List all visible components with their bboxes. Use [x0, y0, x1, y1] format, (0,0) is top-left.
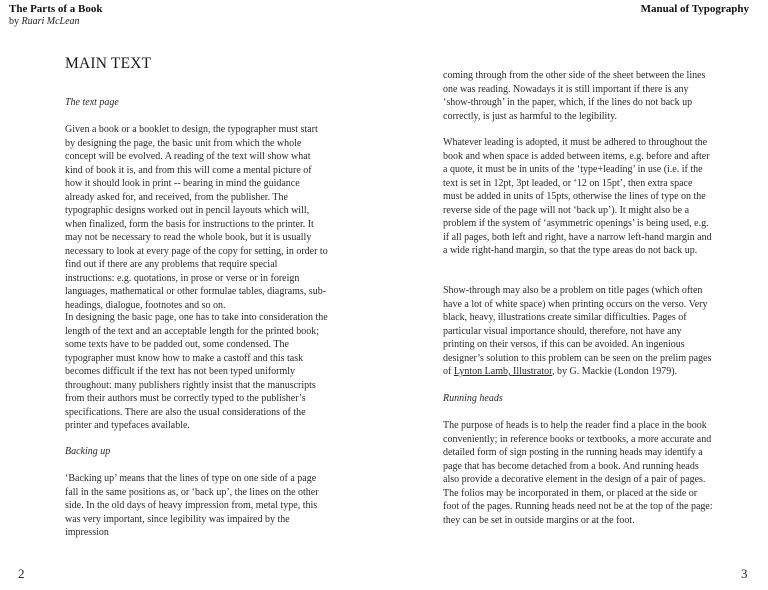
right-paragraph-4: The purpose of heads is to help the reader find a place in the book conveniently; in reference books or textbooks, a more accurate and detailed form of sign posting in the running heads may identify a page that has become detached from a book. And running heads also provide a decorative element in the design of a pair of pages. The folios may be incorporated in them, or placed at the side or foot of the pages. Running heads need not be at the top of the page: they can be set in outside margins or at the foot. [443, 420, 713, 526]
section-title: MAIN TEXT [65, 55, 152, 72]
book-title: The Parts of a Book [9, 3, 103, 15]
subhead-text-page: The text page [65, 97, 119, 108]
book-reference-link: Lynton Lamb, Illustrator [453, 366, 553, 377]
left-paragraph-3: ‘Backing up’ means that the lines of type on one side of a page fall in the same positions as, or ‘back up’, the lines on the other side. In the old days of heavy impression from, metal type, this was very important, since legibility was impaired by the impression [65, 473, 319, 538]
by-prefix: by [9, 16, 19, 27]
subhead-running-heads: Running heads [443, 393, 503, 404]
right-paragraph-3 [443, 284, 713, 379]
right-paragraph-3-text: Show-through may also be a problem on title pages (which often have a lot of white space) when printing occurs on the verso. Very black, heavy, illustrations create similar difficulties. Pages of particular visual importance should, therefore, not have any printing on their versos, if this can be avoided. An ingenious designer’s solution to this problem can be seen on the prelim pages of [443, 285, 712, 377]
left-paragraph-2: In designing the basic page, one has to take into consideration the length of the text and an acceptable length for the printed book; some texts have to be padded out, some condensed. The typographer must know how to make a castoff and this task becomes difficult if the text has not been typed uniformly throughout: many publishers rightly insist that the manuscripts from their authors must be correctly typed to the publisher’s specifications. There are also the usual considerations of the printer and typefaces available. [65, 312, 328, 431]
author-line [9, 16, 229, 27]
right-paragraph-2: Whatever leading is adopted, it must be adhered to throughout the book and when space is added between items, e.g. before and after a quote, it must be in units of the ‘type+leading’ in use (i.e. if the text is set in 12pt, 3pt leaded, or ‘12 on 15pt’, then extra space must be added in units of 15pts, otherwise the lines of type on the reverse side of the page will not ‘back up’). It might also be a problem if the system of ‘asymmetric openings’ is being used, e.g. if all pages, both left and right, have a narrow left-hand margin and a wide right-hand margin, so that the type areas do not back up. [443, 137, 712, 256]
page-number-right: 3 [741, 566, 748, 581]
running-head: Manual of Typography [640, 3, 749, 15]
author-name: Ruari McLean [21, 16, 80, 27]
page-number-left: 2 [18, 566, 25, 581]
left-paragraph-1: Given a book or a booklet to design, the typographer must start by designing the page, the basic unit from which the whole concept will be evolved. A reading of the text will show what kind of book it is, and from this will come a mental picture of how it should look in print -- bearing in mind the guidance already asked for, and received, from the publisher. The typographic designs worked out in pencil layouts which will, when finalized, form the basis for instructions to the printer. It may not be necessary to read the whole book, but it is usually necessary to look at every page of the copy for setting, in order to find out if there are any problems that require special instructions: e.g. quotations, in prose or verse or in foreign languages, mathematical or other formulae tables, diagrams, sub-headings, dialogue, footnotes and so on. [65, 124, 328, 311]
book-header [9, 3, 229, 27]
right-paragraph-3-tail: , by G. Mackie (London 1979). [552, 366, 678, 377]
subhead-backing-up: Backing up [65, 446, 111, 457]
right-paragraph-1: coming through from the other side of the sheet between the lines one was reading. Nowadays it is still important if there is any ‘show-through’ in the paper, which, if the lines do not back up correctly, is just as harmful to the legibility. [443, 70, 706, 122]
